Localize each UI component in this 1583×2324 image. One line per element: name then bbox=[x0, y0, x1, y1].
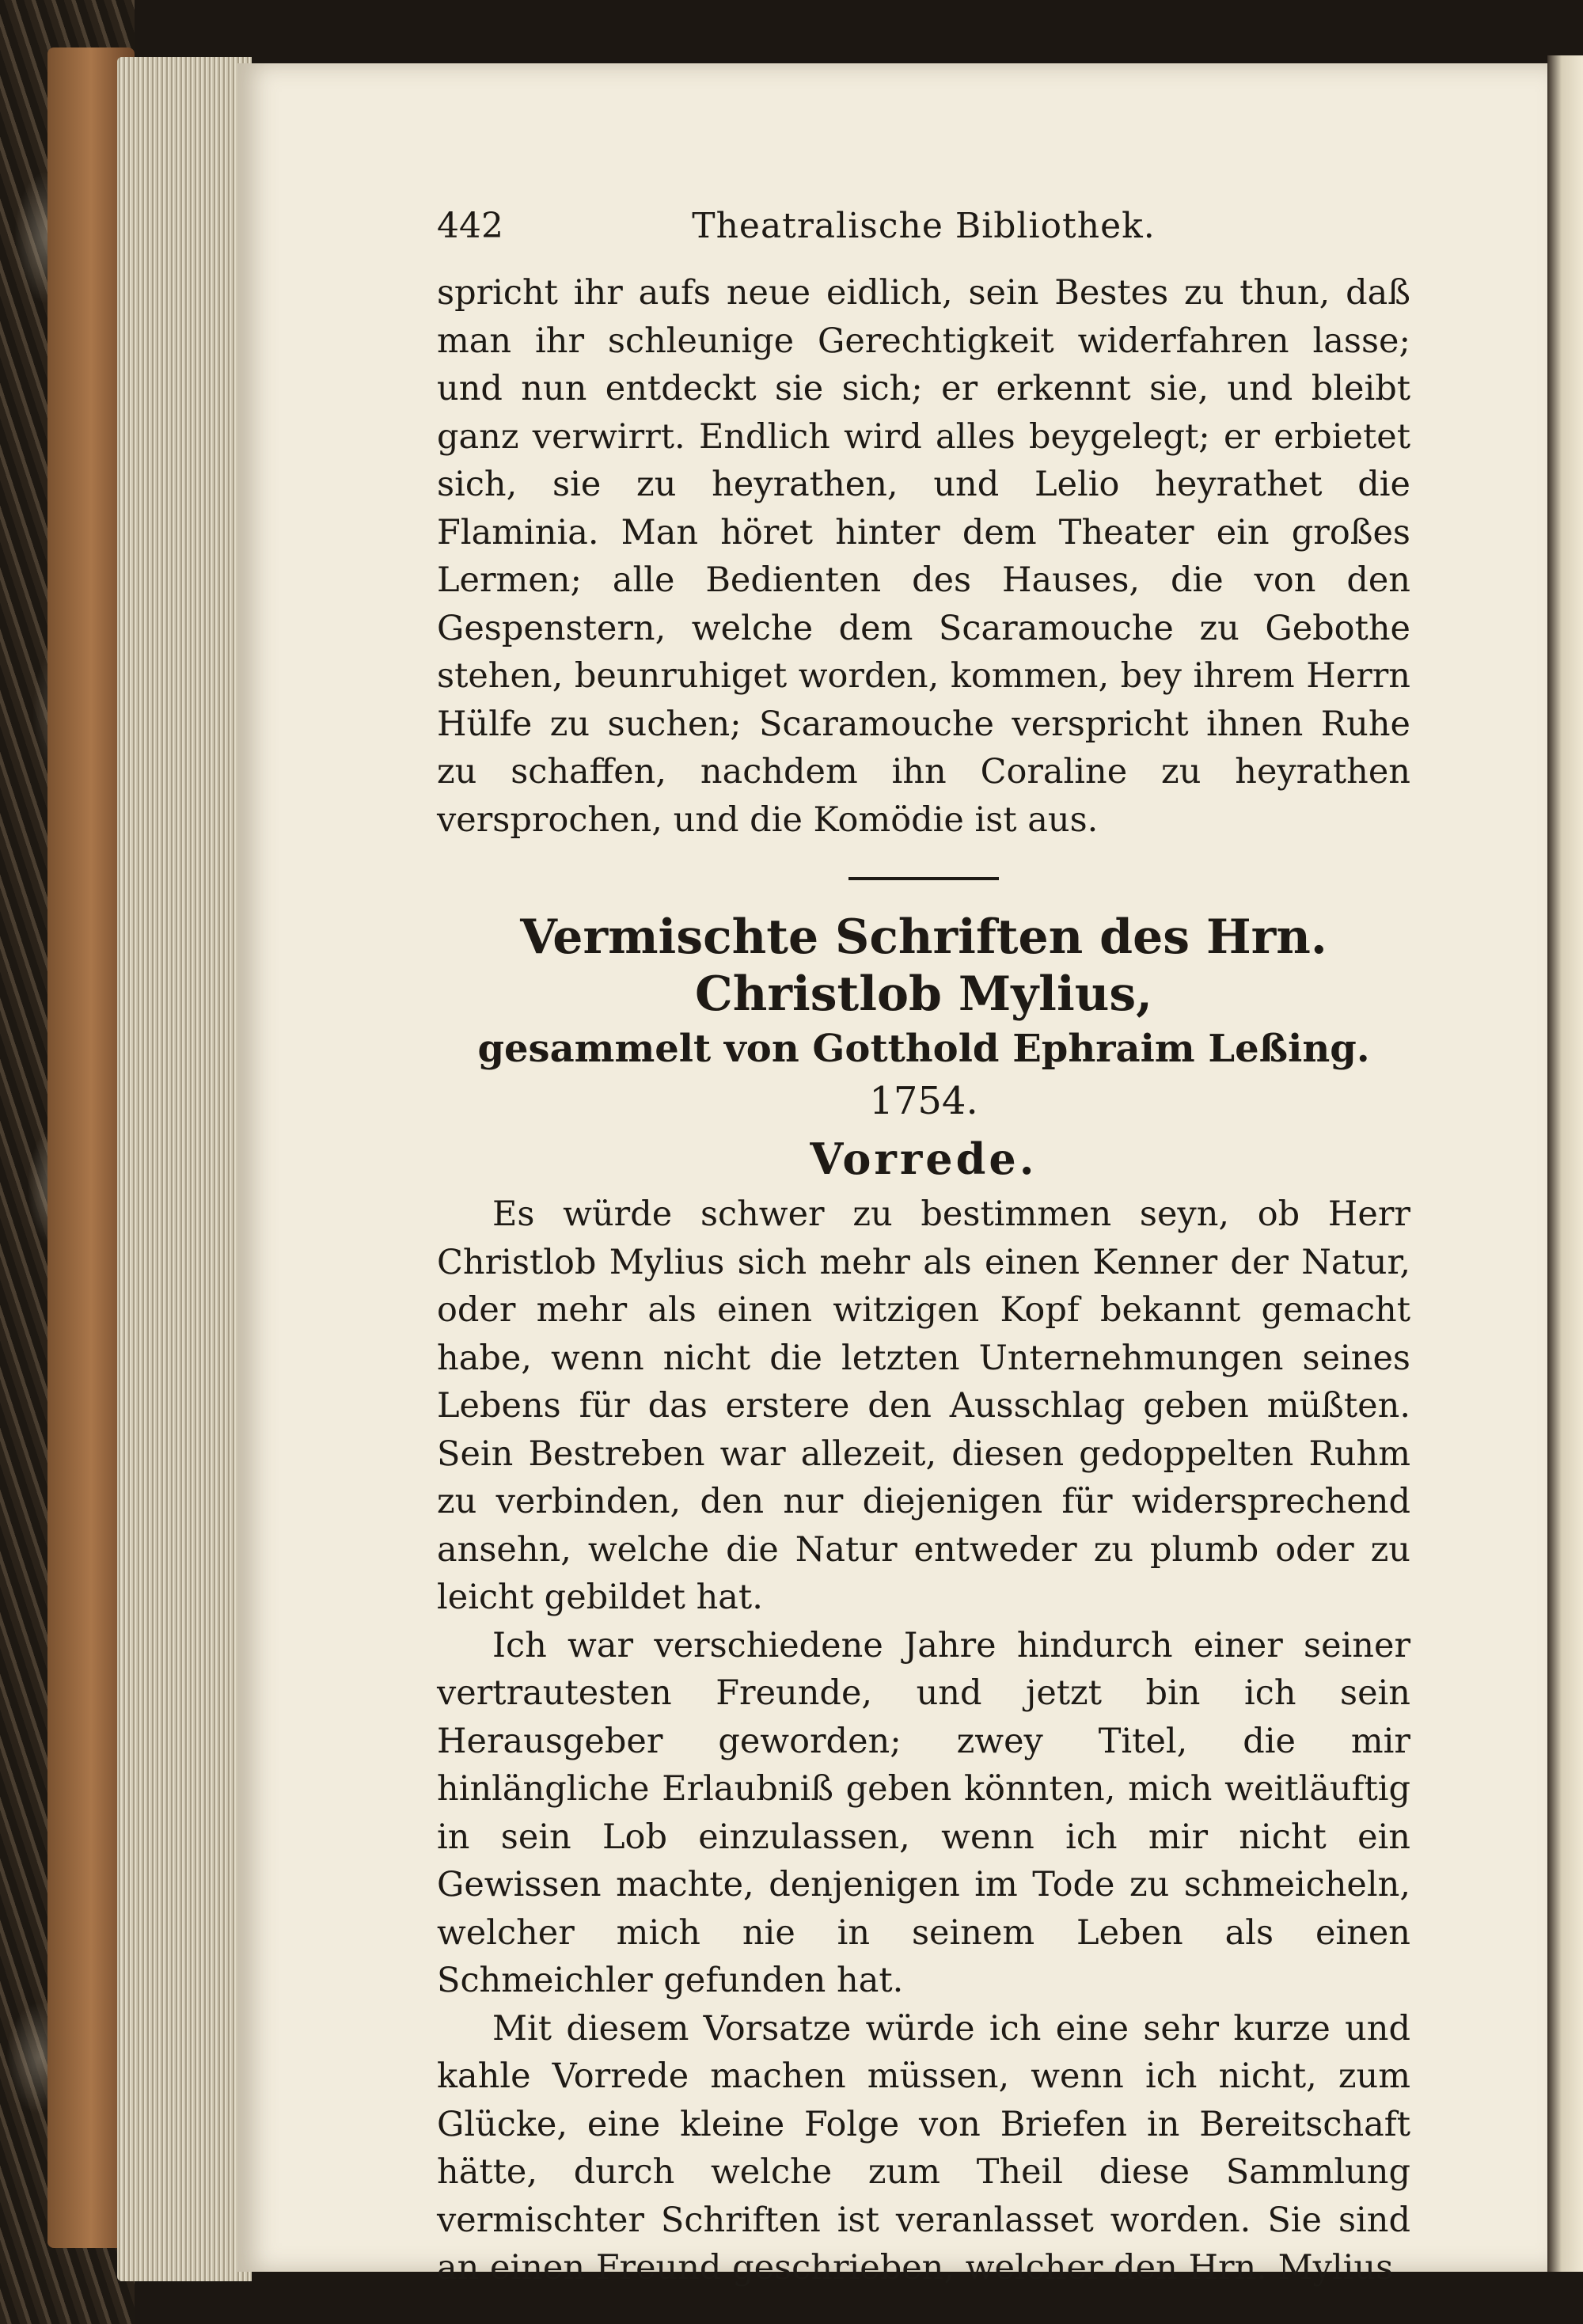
running-head bbox=[437, 206, 1410, 269]
paragraph-continued: spricht ihr aufs neue eidlich, sein Bestes zu thun, daß man ihr schleunige Gerechtigkeit widerfahren lasse; und nun entdeckt sie sich; er erkennt sie, und bleibt ganz verwirrt. Endlich wird alles beygelegt; er erbietet sich, sie zu heyrathen, und Lelio heyrathet die Flaminia. Man höret hinter dem Theater ein großes Lermen; alle Bedienten des Hauses, die von den Gespenstern, welche dem Scaramouche zu Gebothe stehen, beunruhiget worden, kommen, bey ihrem Herrn Hülfe zu suchen; Scaramouche verspricht ihnen Ruhe zu schaffen, nachdem ihn Coraline zu heyrathen versprochen, und die Komödie ist aus. bbox=[437, 273, 1410, 840]
publication-year: 1754. bbox=[869, 1079, 978, 1123]
preface-paragraph-3: Mit diesem Vorsatze würde ich eine sehr kurze und kahle Vorrede machen müssen, wenn ich nicht, zum Glücke, eine kleine Folge von Briefen in Bereitschaft hätte, durch welche zum Theil diese Sammlung vermischter Schriften ist veranlasset worden. Sie sind an einen Freund geschrieben, welcher den Hrn. Mylius bbox=[437, 2008, 1410, 2288]
preface-paragraph-1: Es würde schwer zu bestimmen seyn, ob Herr Christlob Mylius sich mehr als einen Kenner der Natur, oder mehr als einen witzigen Kopf bekannt gemacht habe, wenn nicht die letzten Unternehmungen seines Lebens für das erstere den Ausschlag geben müßten. Sein Bestreben war allezeit, diesen gedoppelten Ruhm zu verbinden, den nur diejenigen für widersprechend ansehn, welche die Natur entweder zu plumb oder zu leicht gebildet hat. bbox=[437, 1194, 1410, 1617]
section-divider bbox=[848, 877, 999, 880]
section-heading: Vermischte Schriften des Hrn. Christlob Mylius, bbox=[520, 909, 1327, 1022]
adjacent-page-edge bbox=[1547, 55, 1583, 2272]
running-title: Theatralische Bibliothek. bbox=[692, 206, 1156, 246]
text-block bbox=[437, 206, 1410, 2292]
section-subheading: gesammelt von Gotthold Ephraim Leßing. bbox=[477, 1027, 1370, 1071]
page-block-edges bbox=[117, 57, 252, 2281]
preface-title: Vorrede. bbox=[810, 1134, 1038, 1184]
page-number: 442 bbox=[437, 206, 503, 246]
preface-paragraph-2: Ich war verschiedene Jahre hindurch einer seiner vertrautesten Freunde, und jetzt bin ich sein Herausgeber geworden; zwey Titel, die mir hinlängliche Erlaubniß geben könnten, mich weitläuftig in sein Lob einzulassen, wenn ich mir nicht ein Gewissen machte, denjenigen im Tode zu schmeicheln, welcher mich nie in seinem Leben als einen Schmeichler gefunden hat. bbox=[437, 1625, 1410, 2000]
book-page bbox=[237, 63, 1547, 2288]
